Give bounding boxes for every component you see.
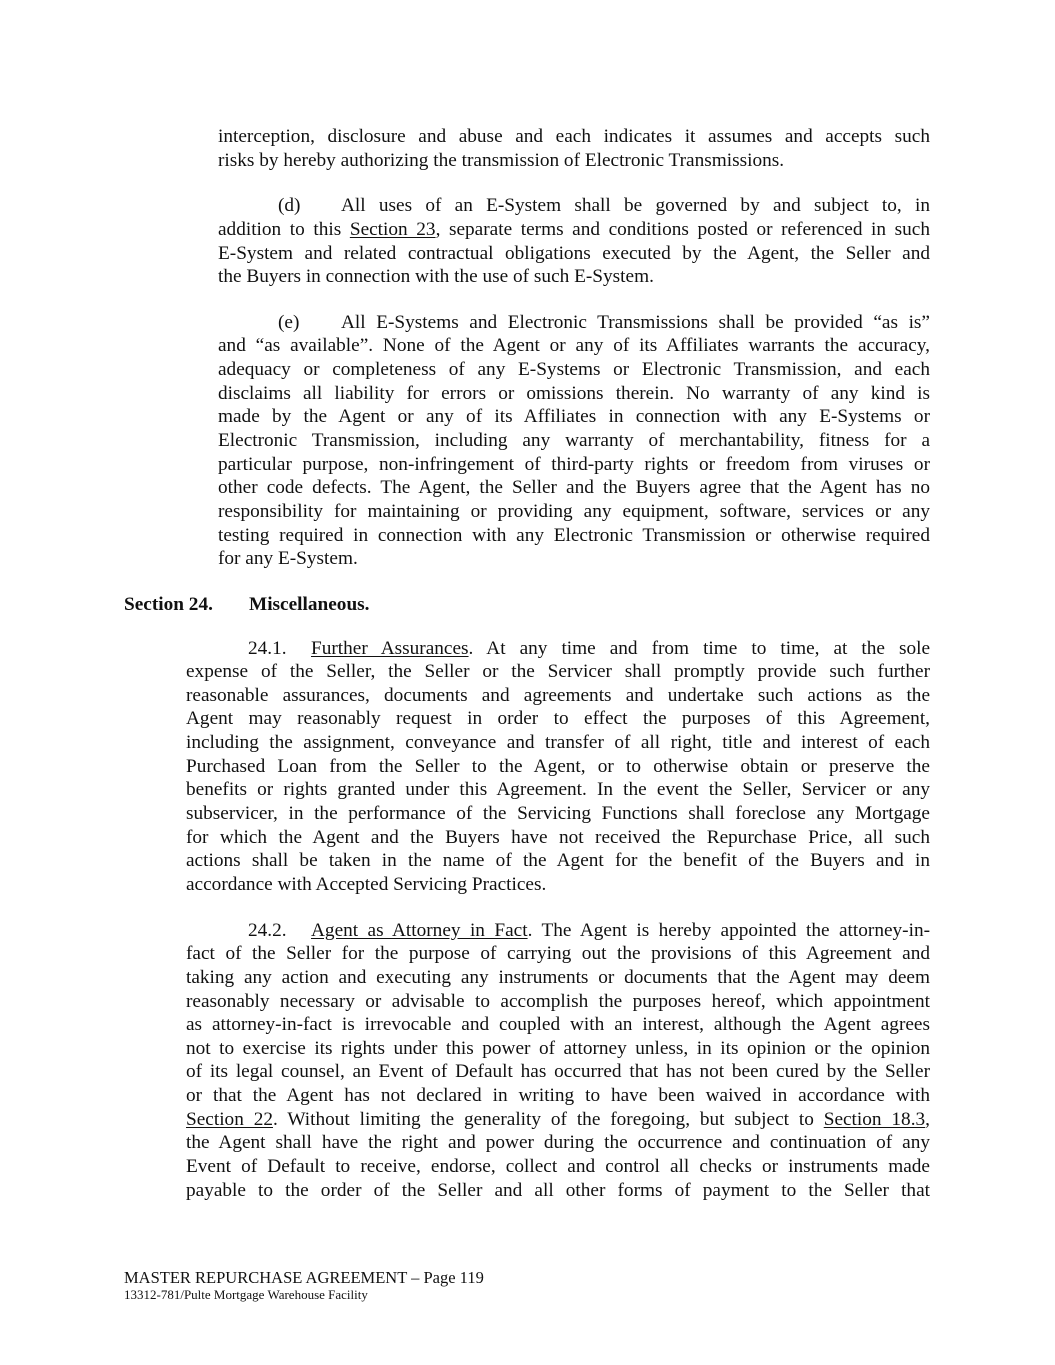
text-line bbox=[186, 1037, 930, 1061]
text-segment: testing required in connection with any Electronic Transmission or otherwise required bbox=[218, 524, 930, 546]
text-segment: and “as available”. None of the Agent or any of its Affiliates warrants the accuracy, bbox=[218, 335, 930, 357]
text-line bbox=[186, 1155, 930, 1179]
text-segment: for any E-System. bbox=[218, 548, 358, 570]
text-line bbox=[218, 476, 930, 500]
section-heading bbox=[124, 593, 1055, 617]
text-segment: benefits or rights granted under this Agreement. In the event the Seller, Servicer or any bbox=[186, 779, 930, 801]
section-24-body bbox=[0, 637, 1055, 1203]
text-segment: made by the Agent or any of its Affiliates in connection with any E-Systems or bbox=[218, 406, 930, 428]
text-line bbox=[186, 942, 930, 966]
footer-title: MASTER REPURCHASE AGREEMENT – Page 119 bbox=[124, 1268, 484, 1287]
page-footer bbox=[124, 1268, 484, 1303]
text-segment: other code defects. The Agent, the Seller and the Buyers agree that the Agent has no bbox=[218, 477, 930, 499]
text-line bbox=[186, 1013, 930, 1037]
text-line bbox=[218, 453, 930, 477]
text-segment: . Without limiting the generality of the foregoing, but subject to bbox=[272, 1108, 824, 1130]
text-line bbox=[186, 919, 930, 943]
text-segment: addition to this bbox=[218, 218, 350, 240]
text-segment: as attorney-in-fact is irrevocable and coupled with an interest, although the Agent agrees bbox=[186, 1014, 930, 1036]
text-segment: or that the Agent has not declared in writing to have been waived in accordance with bbox=[186, 1085, 930, 1107]
section-number: Section 24. bbox=[124, 593, 213, 615]
text-segment: risks by hereby authorizing the transmission of Electronic Transmissions. bbox=[218, 149, 785, 171]
text-line bbox=[218, 429, 930, 453]
text-line bbox=[218, 218, 930, 242]
text-line bbox=[218, 265, 930, 289]
text-line bbox=[186, 731, 930, 755]
cross-reference: Section 22 bbox=[186, 1108, 273, 1130]
text-segment: subservicer, in the performance of the Servicing Functions shall foreclose any Mortgage bbox=[186, 803, 930, 825]
text-line bbox=[218, 242, 930, 266]
cross-reference: Section 23 bbox=[349, 218, 436, 240]
text-line bbox=[186, 660, 930, 684]
paragraph bbox=[186, 919, 930, 1203]
text-line bbox=[186, 849, 930, 873]
text-segment: actions shall be taken in the name of the Agent for the benefit of the Buyers and in bbox=[186, 850, 930, 872]
section-title: Miscellaneous. bbox=[249, 593, 370, 615]
text-segment: payable to the order of the Seller and all other forms of payment to the Seller that bbox=[186, 1179, 930, 1201]
text-segment: taking any action and executing any instruments or documents that the Agent may deem bbox=[186, 966, 930, 988]
text-line bbox=[218, 500, 930, 524]
text-segment: Agent may reasonably request in order to effect the purposes of this Agreement, bbox=[186, 708, 930, 730]
paragraph-label: (d) bbox=[278, 195, 301, 217]
text-line bbox=[186, 826, 930, 850]
text-segment: , bbox=[925, 1108, 930, 1130]
text-segment: including the assignment, conveyance and transfer of all right, title and interest of each bbox=[186, 732, 930, 754]
text-line bbox=[186, 966, 930, 990]
text-segment: expense of the Seller, the Seller or the Servicer shall promptly provide such further bbox=[186, 661, 930, 683]
text-segment: the Agent shall have the right and power during the occurrence and continuation of any bbox=[186, 1132, 930, 1154]
text-segment: responsibility for maintaining or providing any equipment, software, services or any bbox=[218, 500, 930, 522]
text-line bbox=[186, 990, 930, 1014]
paragraph bbox=[218, 194, 930, 289]
text-segment: . At any time and from time to time, at the sole bbox=[468, 637, 931, 659]
text-segment: Purchased Loan from the Seller to the Agent, or to otherwise obtain or preserve the bbox=[186, 755, 930, 777]
text-line bbox=[218, 405, 930, 429]
text-line bbox=[218, 382, 930, 406]
text-line bbox=[186, 1108, 930, 1132]
text-line bbox=[218, 524, 930, 548]
text-segment: All uses of an E-System shall be governed by and subject to, in bbox=[341, 195, 930, 217]
text-line bbox=[186, 684, 930, 708]
text-segment: . The Agent is hereby appointed the attorney-in- bbox=[527, 919, 930, 941]
text-segment: accordance with Accepted Servicing Practices. bbox=[186, 873, 547, 895]
paragraph-label: 24.2. bbox=[248, 919, 287, 941]
text-segment: Electronic Transmission, including any warranty of merchantability, fitness for a bbox=[218, 430, 930, 452]
text-line bbox=[218, 125, 930, 149]
text-segment: of its legal counsel, an Event of Default has occurred that has not been cured by the Seller bbox=[186, 1061, 930, 1083]
text-line bbox=[186, 1179, 930, 1203]
paragraph bbox=[218, 125, 930, 172]
text-segment: E-System and related contractual obligations executed by the Agent, the Seller and bbox=[218, 242, 930, 264]
text-line bbox=[186, 1084, 930, 1108]
text-line bbox=[186, 802, 930, 826]
text-segment: All E-Systems and Electronic Transmissions shall be provided “as is” bbox=[341, 311, 930, 333]
text-line bbox=[186, 1060, 930, 1084]
text-line bbox=[218, 311, 930, 335]
text-line bbox=[218, 149, 930, 173]
paragraph-label: (e) bbox=[278, 311, 300, 333]
text-segment: interception, disclosure and abuse and each indicates it assumes and accepts such bbox=[218, 126, 930, 147]
text-line bbox=[218, 358, 930, 382]
paragraph bbox=[218, 311, 930, 571]
text-segment: disclaims all liability for errors or omissions therein. No warranty of any kind is bbox=[218, 382, 930, 404]
text-line bbox=[218, 194, 930, 218]
text-line bbox=[186, 755, 930, 779]
text-segment: reasonably necessary or advisable to accomplish the purposes hereof, which appointment bbox=[186, 990, 930, 1012]
text-segment: the Buyers in connection with the use of such E-System. bbox=[218, 266, 654, 288]
text-segment: Event of Default to receive, endorse, collect and control all checks or instruments made bbox=[186, 1155, 930, 1177]
text-segment: particular purpose, non-infringement of third-party rights or freedom from viruses or bbox=[218, 453, 930, 475]
text-line bbox=[218, 334, 930, 358]
text-line bbox=[218, 547, 930, 571]
document-page bbox=[0, 125, 1055, 1224]
paragraph-label: 24.1. bbox=[248, 637, 287, 659]
cross-reference: Agent as Attorney in Fact bbox=[311, 919, 528, 941]
text-segment: adequacy or completeness of any E-Systems or Electronic Transmission, and each bbox=[218, 359, 930, 381]
text-segment: for which the Agent and the Buyers have not received the Repurchase Price, all such bbox=[186, 826, 930, 848]
text-segment: reasonable assurances, documents and agreements and undertake such actions as the bbox=[186, 684, 930, 706]
text-line bbox=[186, 707, 930, 731]
paragraph bbox=[186, 637, 930, 897]
text-segment: , separate terms and conditions posted or referenced in such bbox=[435, 218, 930, 240]
text-segment: fact of the Seller for the purpose of carrying out the provisions of this Agreement and bbox=[186, 943, 930, 965]
footer-file-reference: 13312-781/Pulte Mortgage Warehouse Facility bbox=[124, 1287, 368, 1302]
text-segment: not to exercise its rights under this power of attorney unless, in its opinion or the opinion bbox=[186, 1037, 930, 1059]
text-line bbox=[186, 1131, 930, 1155]
text-line bbox=[186, 873, 930, 897]
text-line bbox=[186, 637, 930, 661]
cross-reference: Section 18.3 bbox=[823, 1108, 926, 1130]
section-23-continuation bbox=[0, 125, 1055, 571]
text-line bbox=[186, 778, 930, 802]
cross-reference: Further Assurances bbox=[311, 637, 469, 659]
